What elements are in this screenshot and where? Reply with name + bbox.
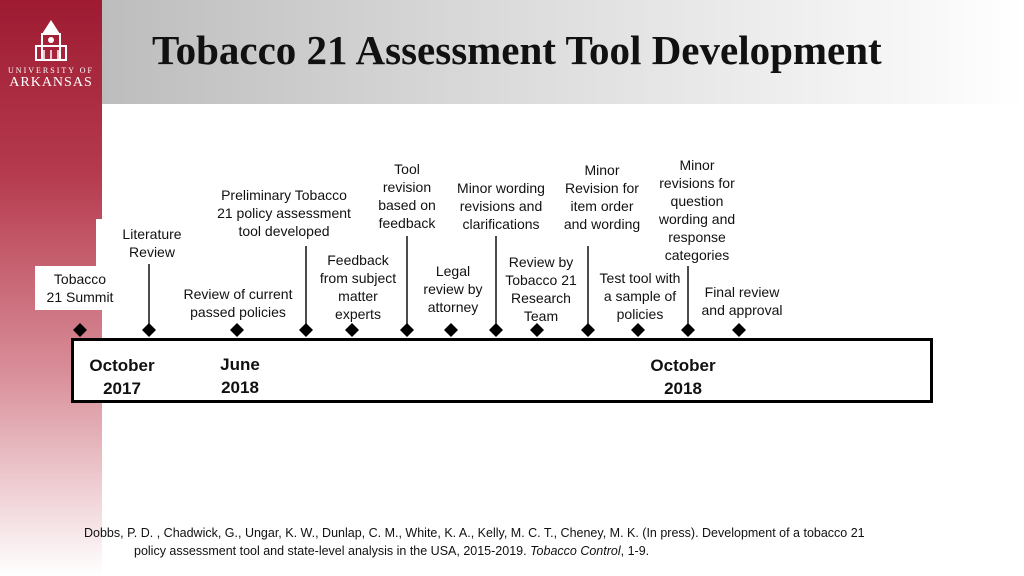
marker-research-team-diamond: [530, 323, 544, 337]
citation-line-2-text: policy assessment tool and state-level analysis in the USA, 2015-2019.: [134, 544, 531, 558]
citation-line-2-end: , 1-9.: [620, 544, 650, 558]
citation-line-1: Dobbs, P. D. , Chadwick, G., Ungar, K. W., Dunlap, C. M., White, K. A., Kelly, M. C. T., Cheney, M. K. (In press). Development of a tobacco 21: [84, 526, 865, 540]
event-tobacco-21-summit: Tobacco 21 Summit: [46, 271, 114, 305]
event-tool-revision: Tool revision based on feedback: [378, 161, 436, 231]
marker-tool-revision-diamond: [400, 323, 414, 337]
event-review-research-team: Review by Tobacco 21 Research Team: [505, 254, 577, 324]
event-minor-wording: Minor wording revisions and clarifications: [457, 180, 545, 232]
date-october-2018: October 2018: [650, 356, 716, 398]
event-literature-review: Literature Review: [122, 226, 182, 260]
event-minor-revisions-question: Minor revisions for question wording and response categories: [658, 157, 736, 263]
event-minor-revision-order: Minor Revision for item order and wording: [563, 162, 641, 232]
page-title: Tobacco 21 Assessment Tool Development: [152, 27, 882, 73]
citation-journal: Tobacco Control: [530, 544, 621, 558]
event-final-review: Final review and approval: [701, 284, 783, 318]
citation-line-2: [84, 542, 984, 560]
marker-legal-review-diamond: [444, 323, 458, 337]
event-preliminary-tool: Preliminary Tobacco 21 policy assessment tool developed: [217, 187, 351, 239]
event-legal-review: Legal review by attorney: [423, 263, 483, 315]
marker-minor-revision-order-diamond: [581, 323, 595, 337]
date-october-2017: October 2017: [89, 356, 155, 398]
marker-final-review-diamond: [732, 323, 746, 337]
logo-upper-text: UNIVERSITY OF: [8, 66, 94, 75]
marker-minor-wording-diamond: [489, 323, 503, 337]
event-review-current-policies: Review of current passed policies: [183, 286, 293, 320]
marker-test-tool-diamond: [631, 323, 645, 337]
marker-feedback-experts-diamond: [345, 323, 359, 337]
event-feedback-experts: Feedback from subject matter experts: [319, 252, 397, 322]
logo-main-text: ARKANSAS: [9, 75, 93, 90]
marker-literature-review-diamond: [142, 323, 156, 337]
marker-summit-diamond: [73, 323, 87, 337]
marker-review-policies-diamond: [230, 323, 244, 337]
marker-minor-revisions-question-diamond: [681, 323, 695, 337]
marker-preliminary-tool-diamond: [299, 323, 313, 337]
date-june-2018: June 2018: [220, 355, 260, 397]
citation: [84, 524, 984, 560]
event-test-tool: Test tool with a sample of policies: [599, 270, 681, 322]
